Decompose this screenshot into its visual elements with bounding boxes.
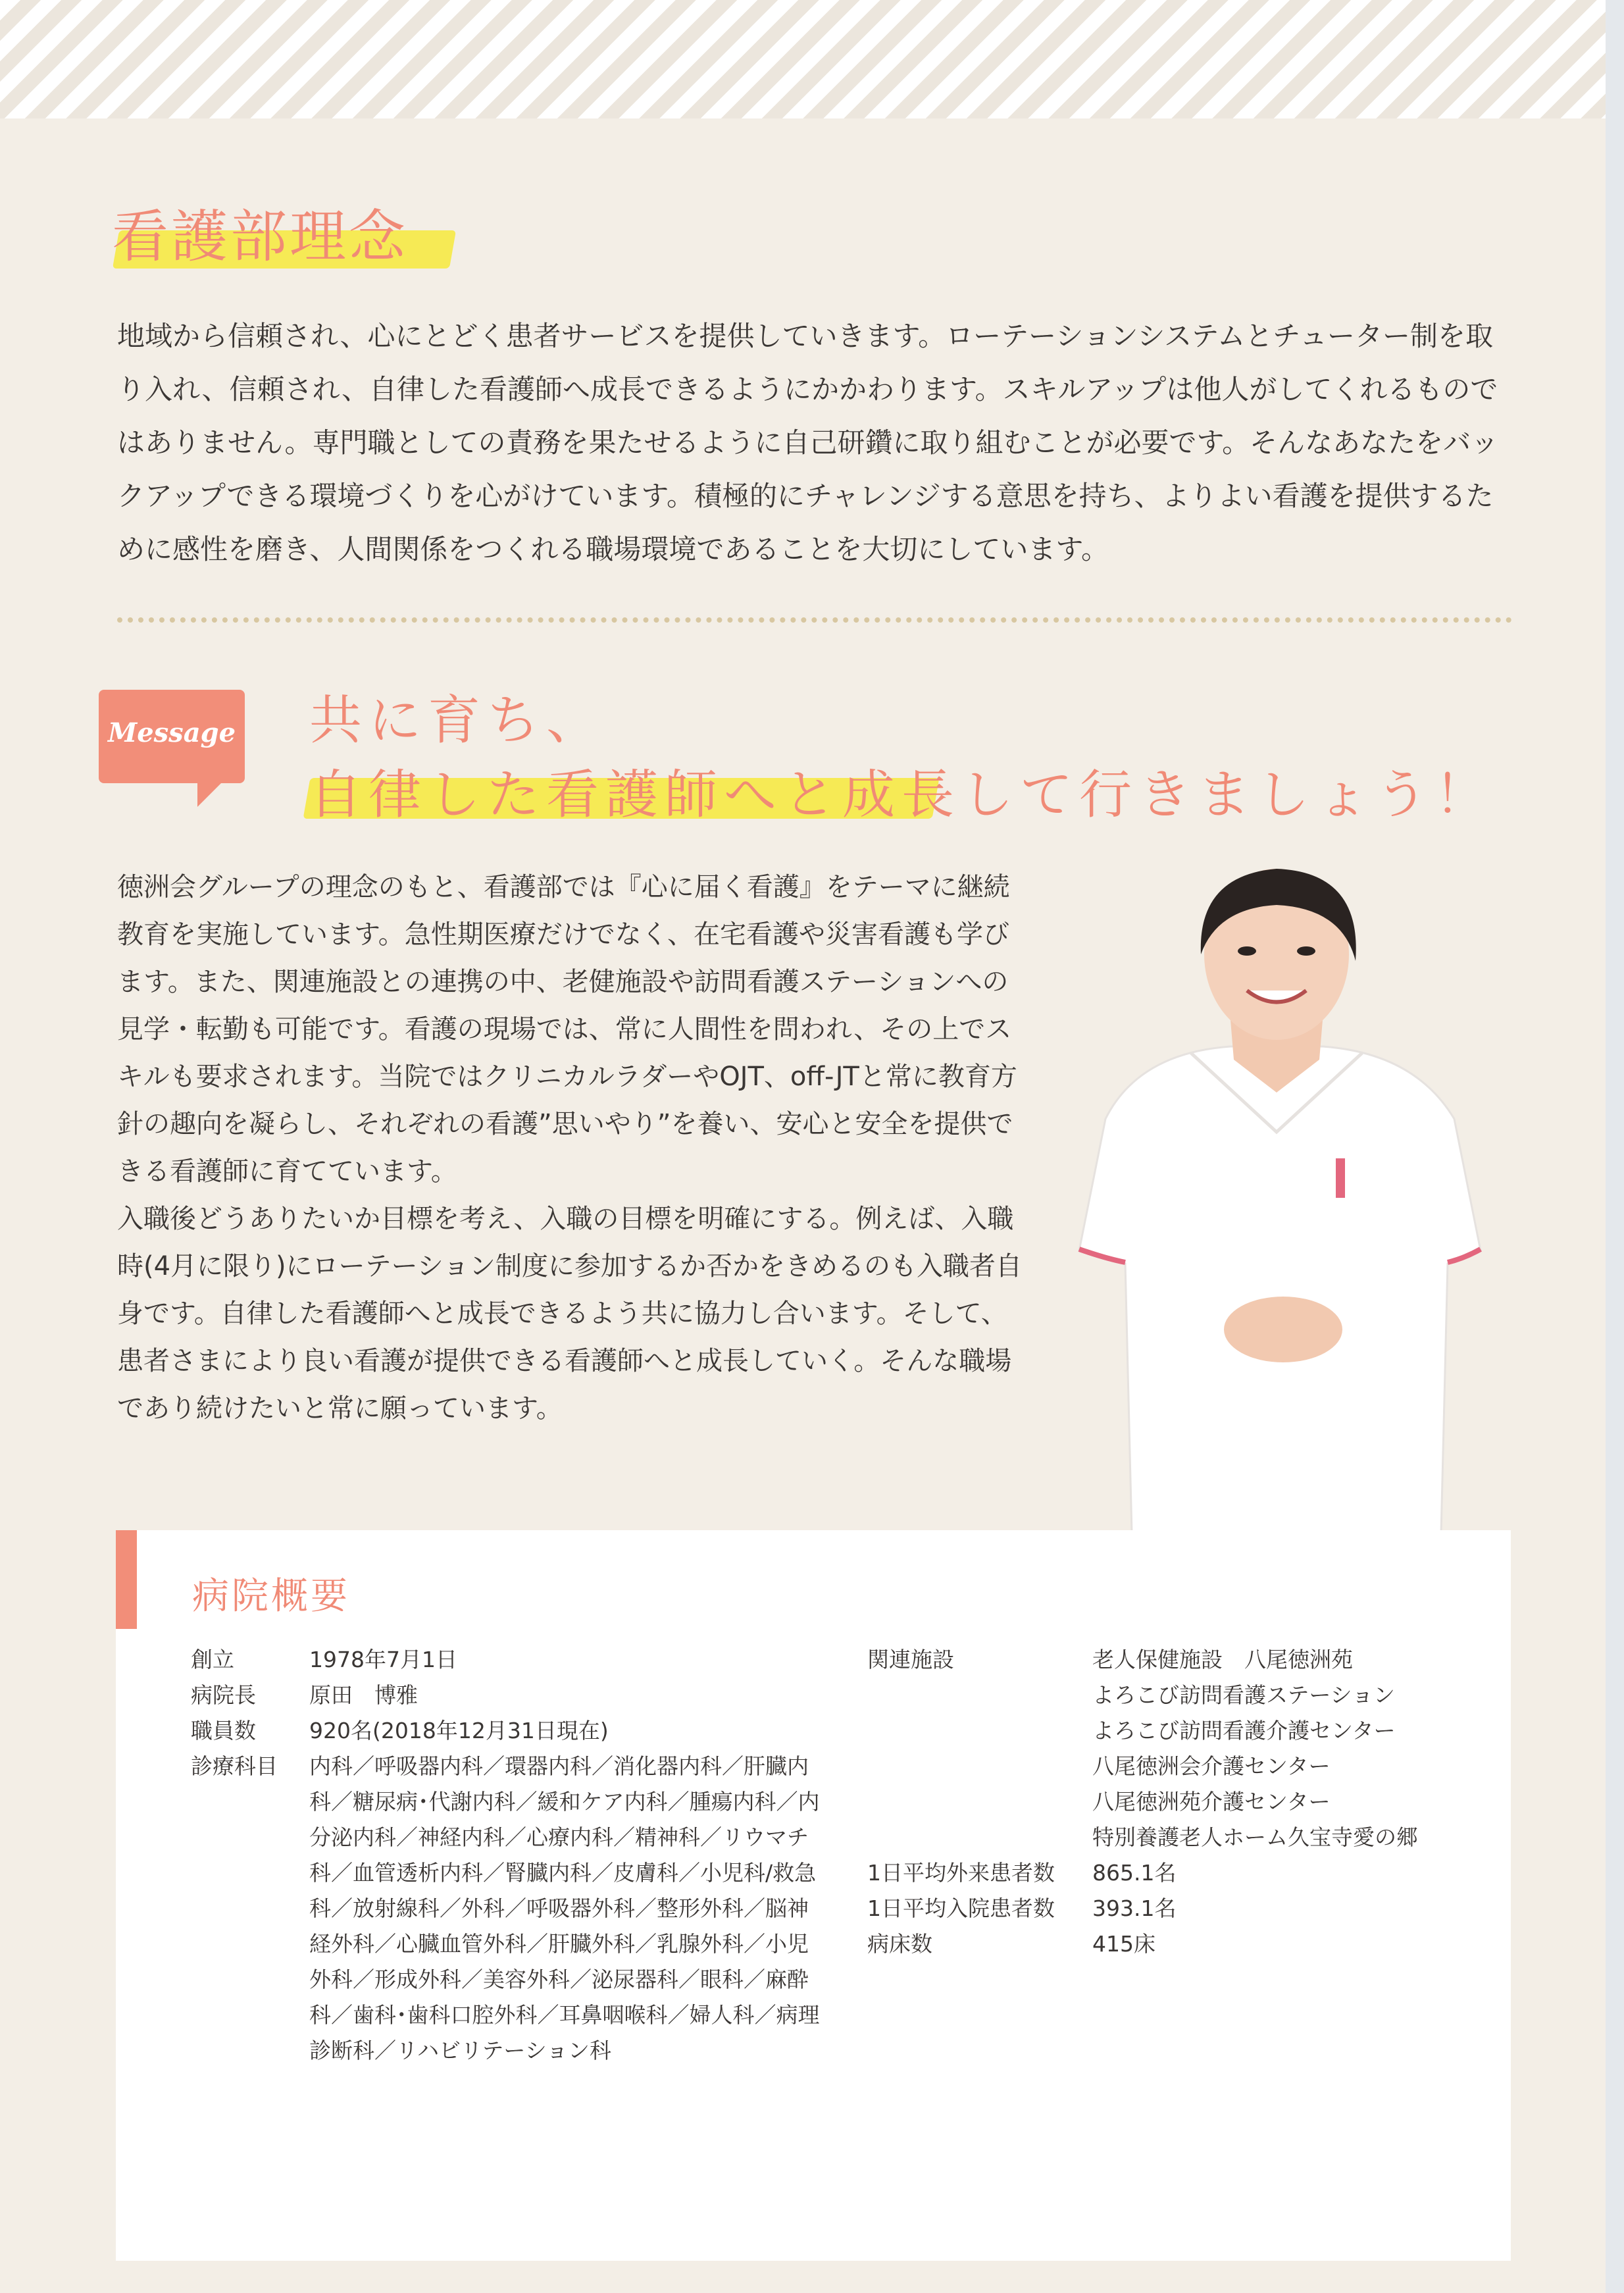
message-heading-line2: 自律した看護師へと成長して行きましょう！ bbox=[309, 764, 1494, 825]
philosophy-text: 地域から信頼され、心にとどく患者サービスを提供していきます。ローテーションシステムとチューター制を取り入れ、信頼され、自律した看護師へ成長できるようにかかわります。スキルアップは他人がしてくれるものではありません。専門職としての責務を果たせるように自己研鑽に取り組むことが必要です。そんなあなたをバックアップできる環境づくりを心がけています。積極的にチャレンジする意思を持ち、よりよい看護を提供するために感性を磨き、人間関係をつくれる職場環境であることを大切にしています。 bbox=[117, 320, 1499, 565]
inpatients-label: 1日平均入院患者数 bbox=[867, 1895, 1055, 1921]
beds-row bbox=[867, 1926, 1499, 1962]
message-body bbox=[117, 863, 1025, 1432]
nurse-illustration-icon bbox=[1059, 856, 1494, 1533]
departments-label: 診療科目 bbox=[191, 1753, 278, 1779]
message-bubble bbox=[99, 690, 245, 796]
facility-item: よろこび訪問看護介護センター bbox=[1092, 1718, 1396, 1743]
dotted-divider bbox=[117, 617, 1512, 623]
page-edge bbox=[1606, 0, 1624, 2293]
facility-item: 特別養護老人ホーム久宝寺愛の郷 bbox=[1092, 1824, 1418, 1850]
director-label: 病院長 bbox=[191, 1682, 256, 1708]
message-paragraph-2: 入職後どうありたいか目標を考え、入職の目標を明確にする。例えば、入職時(4月に限り)にローテーション制度に参加するか否かをきめるのも入職者自身です。自律した看護師へと成長できるよう共に協力し合います。そして、患者さまにより良い看護が提供できる看護師へと成長していく。そんな職場であり続けたいと常に願っています。 bbox=[117, 1204, 1023, 1424]
facility-item: 八尾徳洲苑介護センター bbox=[1092, 1789, 1331, 1815]
card-accent-bar bbox=[116, 1530, 137, 1629]
outpatients-row bbox=[867, 1855, 1499, 1891]
director-value: 原田 博雅 bbox=[309, 1682, 418, 1708]
hospital-overview-card bbox=[116, 1530, 1511, 2261]
message-badge-label: Message bbox=[107, 717, 236, 748]
outpatients-label: 1日平均外来患者数 bbox=[867, 1860, 1055, 1886]
departments-row bbox=[191, 1749, 915, 2069]
speech-bubble-tail bbox=[197, 781, 224, 807]
founded-label: 創立 bbox=[191, 1647, 234, 1672]
message-paragraph-1: 徳洲会グループの理念のもと、看護部では『心に届く看護』をテーマに継続教育を実施しています。急性期医療だけでなく、在宅看護や災害看護も学びます。また、関連施設との連携の中、老健施設や訪問看護ステーションへの見学・転勤も可能です。看護の現場では、常に人間性を問われ、その上でスキルも要求されます。当院ではクリニカルラダーやOJT、off-JTと常に教育方針の趣向を凝らし、それぞれの看護”思いやり”を養い、安心と安全を提供できる看護師に育てています。 bbox=[117, 872, 1017, 1187]
overview-right-column bbox=[867, 1642, 1499, 1962]
facility-item: 八尾徳洲会介護センター bbox=[1092, 1753, 1331, 1779]
founded-row bbox=[191, 1642, 915, 1678]
beds-value: 415床 bbox=[1092, 1931, 1155, 1957]
beds-label: 病床数 bbox=[867, 1931, 932, 1957]
facilities-row bbox=[867, 1642, 1499, 1855]
director-row bbox=[191, 1678, 915, 1713]
striped-header-band bbox=[0, 0, 1624, 118]
facility-item: よろこび訪問看護ステーション bbox=[1092, 1682, 1396, 1708]
staff-label: 職員数 bbox=[191, 1718, 256, 1743]
nurse-photo bbox=[1059, 856, 1494, 1533]
message-heading-line1: 共に育ち、 bbox=[309, 690, 605, 751]
philosophy-title: 看護部理念 bbox=[112, 204, 408, 270]
inpatients-row bbox=[867, 1891, 1499, 1926]
outpatients-value: 865.1名 bbox=[1092, 1860, 1177, 1886]
facility-item: 老人保健施設 八尾徳洲苑 bbox=[1092, 1647, 1353, 1672]
founded-value: 1978年7月1日 bbox=[309, 1647, 457, 1672]
overview-title: 病院概要 bbox=[192, 1575, 350, 1618]
overview-left-column bbox=[191, 1642, 915, 2069]
departments-value: 内科／呼吸器内科／環器内科／消化器内科／肝臓内科／糖尿病･代謝内科／緩和ケア内科／腫瘍内科／内分泌内科／神経内科／心療内科／精神科／リウマチ科／血管透析内科／腎臓内科／皮膚科／小児科/救急科／放射線科／外科／呼吸器外科／整形外科／脳神経外科／心臓血管外科／肝臓外科／乳腺外科／小児外科／形成外科／美容外科／泌尿器科／眼科／麻酔科／歯科･歯科口腔外科／耳鼻咽喉科／婦人科／病理診断科／リハビリテーション科 bbox=[309, 1753, 820, 2063]
facilities-list bbox=[1092, 1642, 1487, 1855]
staff-row bbox=[191, 1713, 915, 1749]
inpatients-value: 393.1名 bbox=[1092, 1895, 1177, 1921]
facilities-label: 関連施設 bbox=[867, 1647, 954, 1672]
staff-value: 920名(2018年12月31日現在) bbox=[309, 1718, 609, 1743]
